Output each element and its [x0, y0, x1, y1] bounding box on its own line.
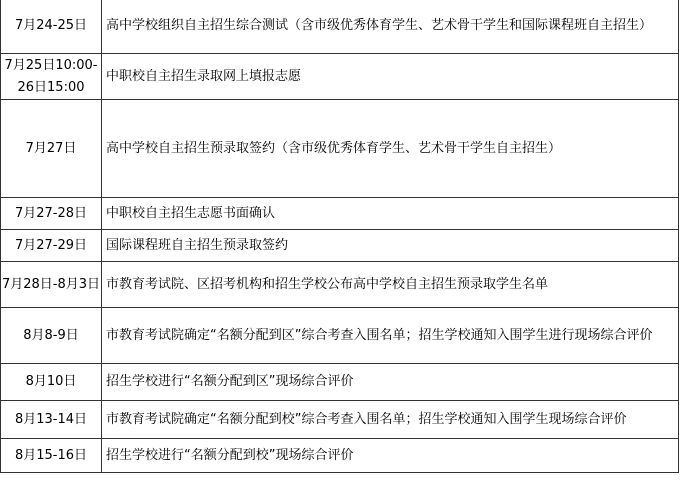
- date-cell: 8月8-9日: [1, 308, 102, 364]
- table-row: [1, 262, 679, 308]
- table-row: [1, 401, 679, 439]
- table-row: [1, 100, 679, 198]
- table-row: [1, 230, 679, 262]
- event-cell: 招生学校进行“名额分配到区”现场综合评价: [102, 364, 679, 401]
- date-cell: 8月13-14日: [1, 401, 102, 439]
- table-row: [1, 198, 679, 230]
- event-cell: 市教育考试院确定“名额分配到校”综合考查入围名单；招生学校通知入围学生现场综合评价: [102, 401, 679, 439]
- table-row: [1, 364, 679, 401]
- event-cell: 中职校自主招生录取网上填报志愿: [102, 54, 679, 100]
- date-cell: 7月24-25日: [1, 0, 102, 54]
- event-cell: 高中学校自主招生预录取签约（含市级优秀体育学生、艺术骨干学生自主招生）: [102, 100, 679, 198]
- date-cell: 8月10日: [1, 364, 102, 401]
- date-cell: 7月27日: [1, 100, 102, 198]
- event-cell: 市教育考试院、区招考机构和招生学校公布高中学校自主招生预录取学生名单: [102, 262, 679, 308]
- event-cell: 高中学校组织自主招生综合测试（含市级优秀体育学生、艺术骨干学生和国际课程班自主招生）: [102, 0, 679, 54]
- date-cell: 7月27-28日: [1, 198, 102, 230]
- event-cell: 市教育考试院确定“名额分配到区”综合考查入围名单；招生学校通知入围学生进行现场综合评价: [102, 308, 679, 364]
- date-cell: 7月25日10:00-26日15:00: [1, 54, 102, 100]
- table-row: [1, 0, 679, 54]
- event-cell: 中职校自主招生志愿书面确认: [102, 198, 679, 230]
- date-cell: 7月27-29日: [1, 230, 102, 262]
- date-cell: 8月15-16日: [1, 439, 102, 473]
- table-row: [1, 54, 679, 100]
- date-cell: 7月28日-8月3日: [1, 262, 102, 308]
- event-cell: 国际课程班自主招生预录取签约: [102, 230, 679, 262]
- event-cell: 招生学校进行“名额分配到校”现场综合评价: [102, 439, 679, 473]
- table-row: [1, 308, 679, 364]
- table-row: [1, 439, 679, 473]
